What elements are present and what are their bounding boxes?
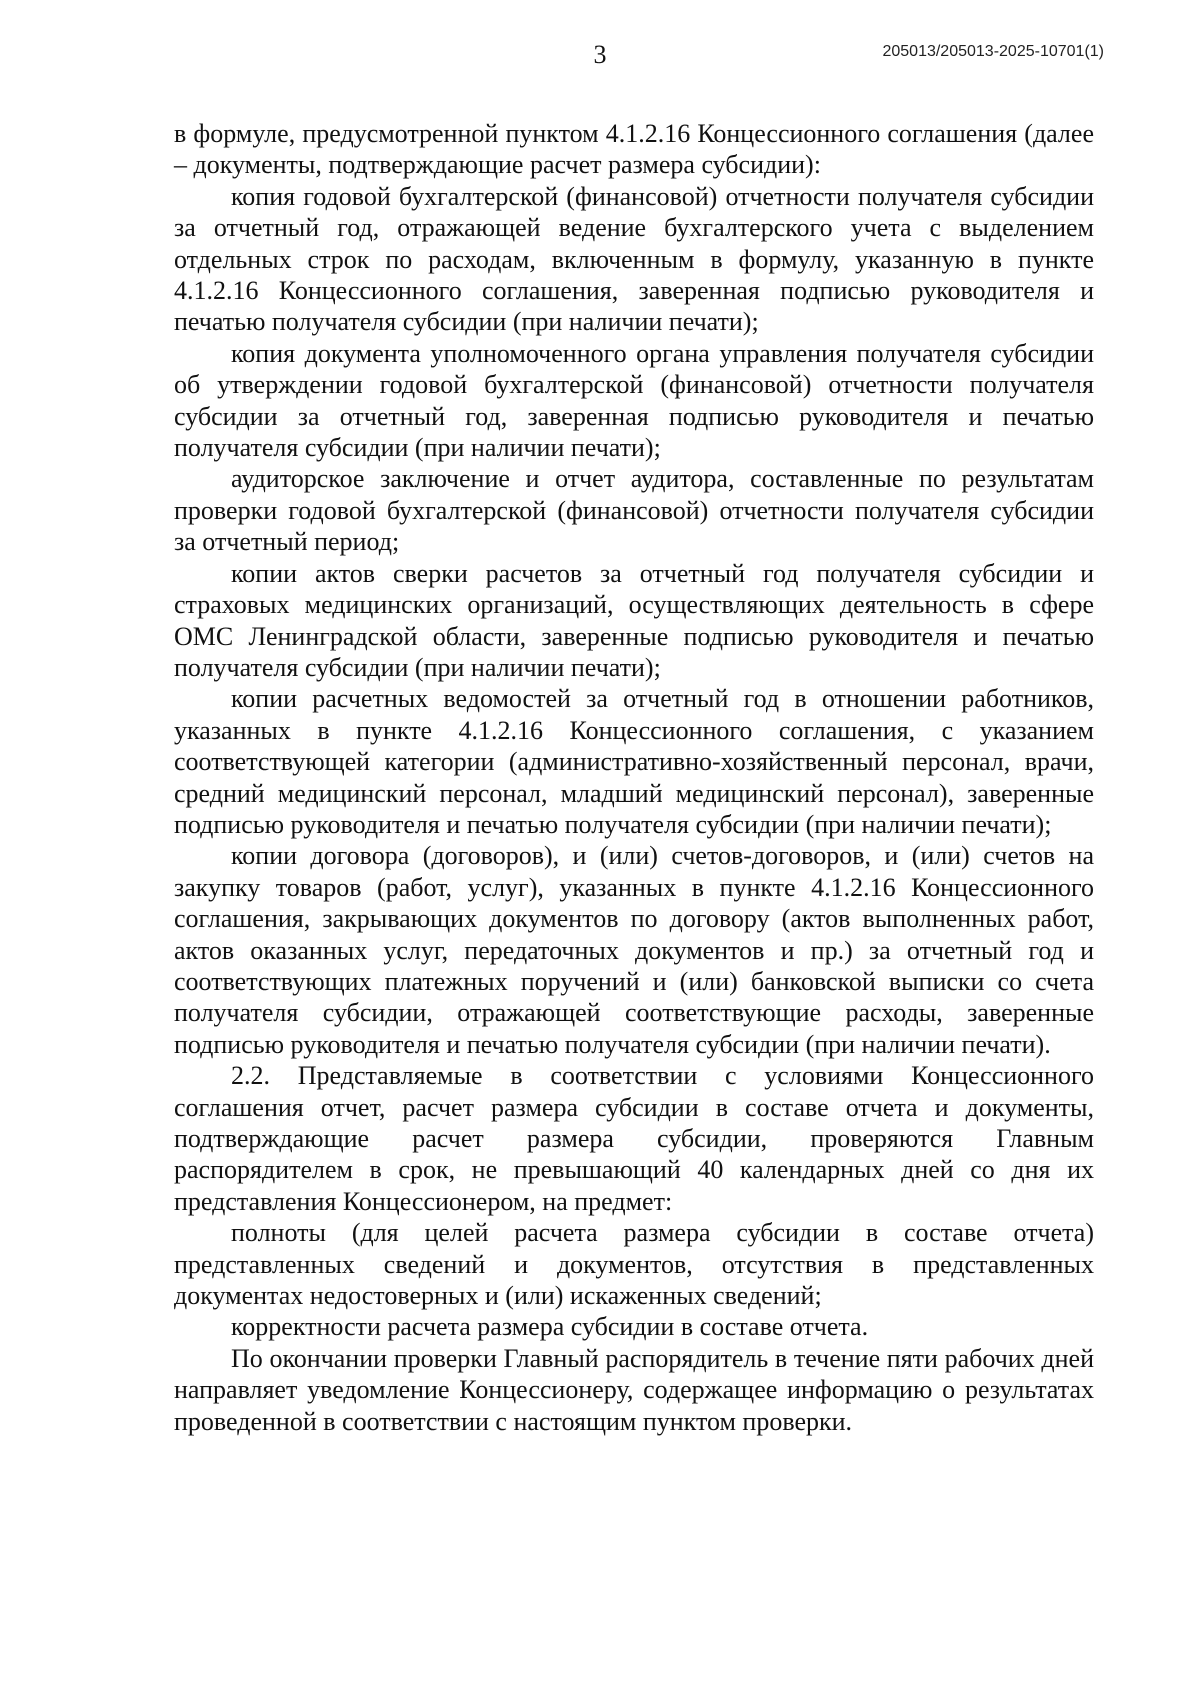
- paragraph-annual-reporting-copy: копия годовой бухгалтерской (финансовой) отчетности получателя субсидии за отчетный год, отражающей ведение бухгалтерского учета с выделением отдельных строк по расходам, включенным в формулу, указанную в пункте 4.1.2.16 Концессионного соглашения, заверенная подписью руководителя и печатью получателя субсидии (при наличии печати);: [174, 181, 1094, 337]
- paragraph-reconciliation-acts: копии актов сверки расчетов за отчетный год получателя субсидии и страховых медицинских организаций, осуществляющих деятельность в сфере ОМС Ленинградской области, заверенные подписью руководителя и печатью получателя субсидии (при наличии печати);: [174, 558, 1094, 682]
- paragraph-payroll-statements: копии расчетных ведомостей за отчетный год в отношении работников, указанных в пункте 4.1.2.16 Концессионного соглашения, с указанием соответствующей категории (административно-хозяйственный персонал, врачи, средний медицинский персонал, младший медицинский персонал), заверенные подписью руководителя и печатью получателя субсидии (при наличии печати);: [174, 684, 1094, 839]
- paragraph-approval-document-copy: копия документа уполномоченного органа управления получателя субсидии об утверждении годовой бухгалтерской (финансовой) отчетности получателя субсидии за отчетный год, заверенная подписью руководителя и печатью получателя субсидии (при наличии печати);: [174, 338, 1094, 463]
- document-id: 205013/205013-2025-10701(1): [882, 43, 1104, 60]
- paragraph-notification: По окончании проверки Главный распорядитель в течение пяти рабочих дней направляет уведомление Концессионеру, содержащее информацию о результатах проведенной в соответствии с настоящим пунктом проверки.: [174, 1343, 1094, 1436]
- page-number: 3: [593, 40, 607, 69]
- paragraph-contract-copies: копии договора (договоров), и (или) счетов-договоров, и (или) счетов на закупку товаров (работ, услуг), указанных в пункте 4.1.2.16 Концессионного соглашения, закрывающих документов по договору (актов выполненных работ, актов оказанных услуг, передаточных документов и пр.) за отчетный год и соответствующих платежных поручений и (или) банковской выписки со счета получателя субсидии, отражающей соответствующие расходы, заверенные подписью руководителя и печатью получателя субсидии (при наличии печати).: [174, 841, 1094, 1059]
- paragraph-audit-report: аудиторское заключение и отчет аудитора, составленные по результатам проверки годовой бухгалтерской (финансовой) отчетности получателя субсидии за отчетный период;: [174, 464, 1094, 557]
- paragraph-correctness-check: корректности расчета размера субсидии в составе отчета.: [231, 1312, 869, 1342]
- paragraph-formula-reference: в формуле, предусмотренной пунктом 4.1.2.16 Концессионного соглашения (далее – документы, подтверждающие расчет размера субсидии):: [174, 119, 1094, 180]
- paragraph-section-2-2: 2.2. Представляемые в соответствии с условиями Концессионного соглашения отчет, расчет размера субсидии в составе отчета и документы, подтверждающие расчет размера субсидии, проверяются Главным распорядителем в срок, не превышающий 40 календарных дней со дня их представления Концессионером, на предмет:: [174, 1061, 1094, 1216]
- paragraph-completeness-check: полноты (для целей расчета размера субсидии в составе отчета) представленных сведений и документов, отсутствия в представленных документах недостоверных и (или) искаженных сведений;: [174, 1218, 1094, 1311]
- document-body: [174, 118, 1094, 1437]
